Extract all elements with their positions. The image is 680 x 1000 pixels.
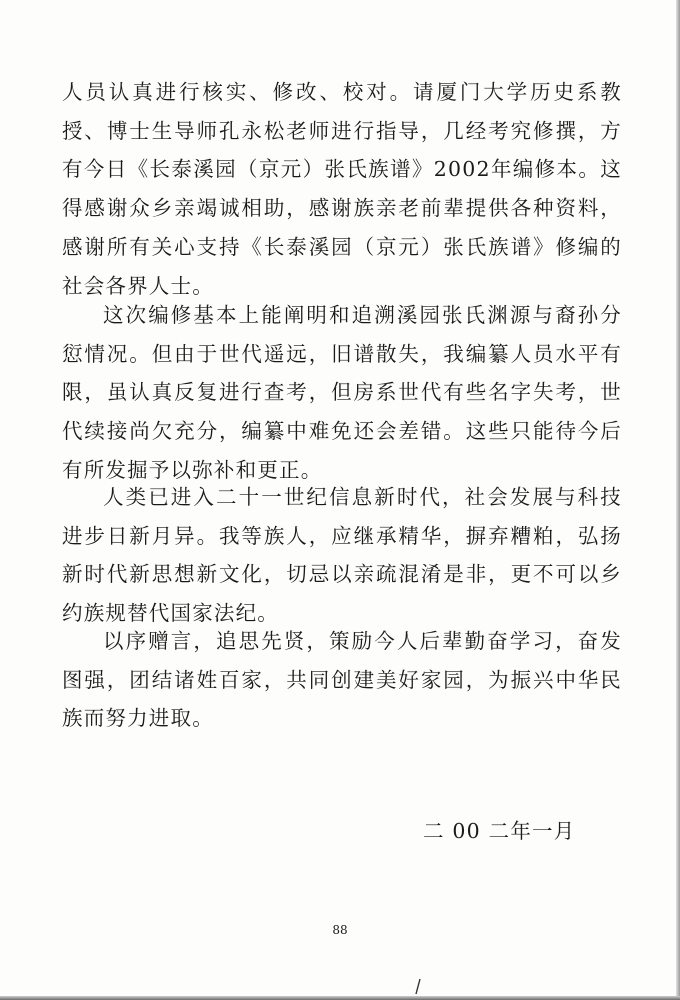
paragraph-2: 这次编修基本上能阐明和追溯溪园张氏渊源与裔孙分愆情况。但由于世代遥远，旧谱散失，我编纂人员水平有限，虽认真反复进行查考，但房系世代有些名字失考，世代续接尚欠充分，编纂中难免还会差错。这些只能待今后有所发掘予以弥补和更正。 <box>62 303 622 482</box>
paragraph-4: 以序赠言，追思先贤，策励今人后辈勤奋学习，奋发图强，团结诸姓百家，共同创建美好家园，为振兴中华民族而努力进取。 <box>62 629 622 731</box>
paragraph-1: 人员认真进行核实、修改、校对。请厦门大学历史系教授、博士生导师孔永松老师进行指导，几经考究修撰，方有今日《长泰溪园（京元）张氏族谱》2002年编修本。这得感谢众乡亲竭诚相助，感谢族亲老前辈提供各种资料，感谢所有关心支持《长泰溪园（京元）张氏族谱》修编的社会各界人士。 <box>62 80 622 298</box>
paragraph-3: 人类已进入二十一世纪信息新时代，社会发展与科技进步日新月异。我等族人，应继承精华，摒弃糟粕，弘扬新时代新思想新文化，切忌以亲疏混淆是非，更不可以乡约族规替代国家法纪。 <box>62 485 622 626</box>
document-date: 二 00 二年一月 <box>423 819 576 843</box>
scan-mark-icon <box>412 978 424 996</box>
page-number: 88 <box>332 923 348 937</box>
scan-edge-right <box>676 0 680 1000</box>
scan-edge-bottom <box>0 996 680 1000</box>
